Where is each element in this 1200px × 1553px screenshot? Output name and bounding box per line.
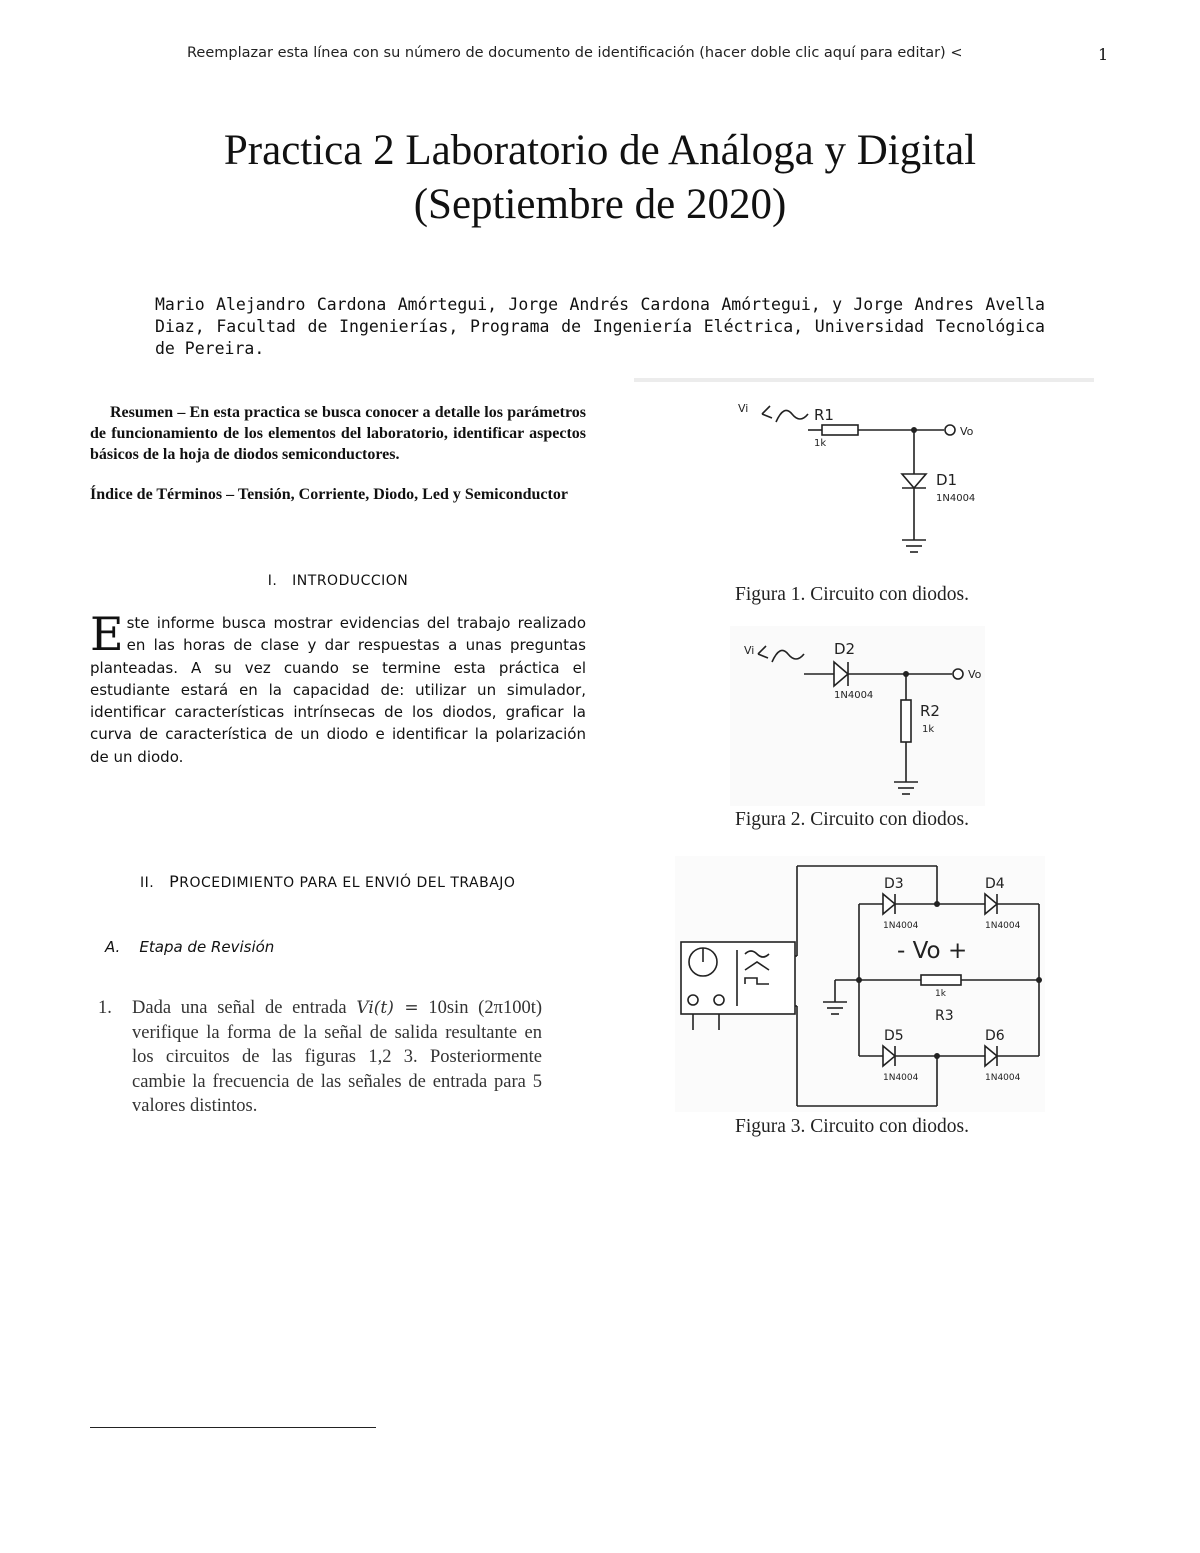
label-d6: D6 (985, 1028, 1005, 1044)
title-line-1: Practica 2 Laboratorio de Análoga y Digital (223, 127, 977, 174)
abstract-label: Resumen (110, 404, 174, 421)
subsection-heading (105, 938, 274, 956)
label-d3-part: 1N4004 (883, 921, 919, 931)
footnote-rule (90, 1427, 376, 1428)
figure-1 (634, 378, 1094, 568)
label-d2: D2 (834, 640, 856, 658)
page-number: 1 (1098, 45, 1109, 64)
section-title-rest: ROCEDIMIENTO PARA EL ENVIÓ DEL TRABAJO (179, 875, 516, 891)
section-heading-introduccion (90, 573, 586, 589)
label-vo: Vo (960, 425, 974, 438)
intro-text: ste informe busca mostrar evidencias del trabajo realizado en las horas de clase y dar respuestas a unas preguntas planteadas. A su vez cuando se termine esta práctica el estudiante estará en la capacidad de: utilizar un simulador, identificar características intrínsecas de los diodos, graficar la curva de característica de un diodo e identificar la polarización de un diodo. (90, 614, 586, 766)
abstract (90, 402, 586, 465)
figure-1-caption: Figura 1. Circuito con diodos. (735, 584, 969, 605)
label-d2-part: 1N4004 (834, 690, 874, 701)
label-d5: D5 (884, 1028, 904, 1044)
label-vo: Vo (968, 668, 982, 681)
figure-2 (730, 626, 985, 806)
circuit-diagram-1 (634, 378, 1094, 568)
section-numeral: I. (267, 573, 278, 589)
list-item-number: 1. (98, 998, 112, 1018)
intro-paragraph (90, 607, 586, 768)
label-vo: - Vo + (897, 938, 968, 964)
label-r2: R2 (920, 702, 940, 720)
figure-2-caption: Figura 2. Circuito con diodos. (735, 809, 969, 830)
index-terms-text: – Tensión, Corriente, Diodo, Led y Semiconductor (222, 486, 568, 503)
item-math: Vi(t) = (356, 998, 419, 1018)
label-r1: R1 (814, 406, 834, 424)
circuit-diagram-2 (730, 626, 985, 806)
list-item (98, 996, 542, 1119)
circuit-diagram-3 (675, 856, 1045, 1112)
paper-title (100, 124, 1100, 232)
figure-3 (675, 856, 1045, 1112)
abstract-text: – En esta practica se busca conocer a detalle los parámetros de funcionamiento de los elementos del laboratorio, identificar aspectos básicos de la hoja de diodos semiconductores. (90, 404, 586, 463)
index-terms-label: Índice de Términos (90, 486, 223, 503)
label-r3-value: 1k (935, 989, 946, 999)
item-text-a: Dada una señal de entrada (132, 998, 357, 1018)
label-d4: D4 (985, 876, 1005, 892)
label-vi: Vi (738, 402, 749, 415)
label-d5-part: 1N4004 (883, 1073, 919, 1083)
subsection-letter: A. (105, 938, 121, 956)
dropcap: E (90, 607, 124, 661)
label-r1-value: 1k (814, 438, 827, 449)
figure-3-caption: Figura 3. Circuito con diodos. (735, 1116, 969, 1137)
label-d6-part: 1N4004 (985, 1073, 1021, 1083)
label-d3: D3 (884, 876, 904, 892)
authors-block: Mario Alejandro Cardona Amórtegui, Jorge Andrés Cardona Amórtegui, y Jorge Andres Avella Diaz, Facultad de Ingenierías, Programa de Ingeniería Eléctrica, Universidad Tecnológica de Pereira. (155, 295, 1045, 358)
label-r2-value: 1k (922, 724, 935, 735)
section-heading-procedimiento (140, 872, 560, 891)
section-title: INTRODUCCION (292, 573, 409, 589)
label-d1: D1 (936, 471, 958, 489)
index-terms (90, 484, 586, 505)
figure-top-shadow (634, 378, 1094, 382)
section-numeral: II. (140, 875, 155, 891)
title-line-2: (Septiembre de 2020) (413, 181, 787, 228)
label-d4-part: 1N4004 (985, 921, 1021, 931)
subsection-title: Etapa de Revisión (139, 938, 275, 956)
label-r3: R3 (935, 1008, 954, 1024)
section-title-first: P (169, 872, 180, 891)
running-header: Reemplazar esta línea con su número de documento de identificación (hacer doble clic aquí para editar) < (187, 45, 963, 61)
label-vi: Vi (744, 644, 755, 657)
label-d1-part: 1N4004 (936, 493, 976, 504)
item-text-b: 10sin (2π100t) verifique la forma de la señal de salida resultante en los circuitos de las figuras 1,2 3. Posteriormente cambie la frecuencia de las señales de entrada para 5 valores distintos. (132, 998, 542, 1116)
